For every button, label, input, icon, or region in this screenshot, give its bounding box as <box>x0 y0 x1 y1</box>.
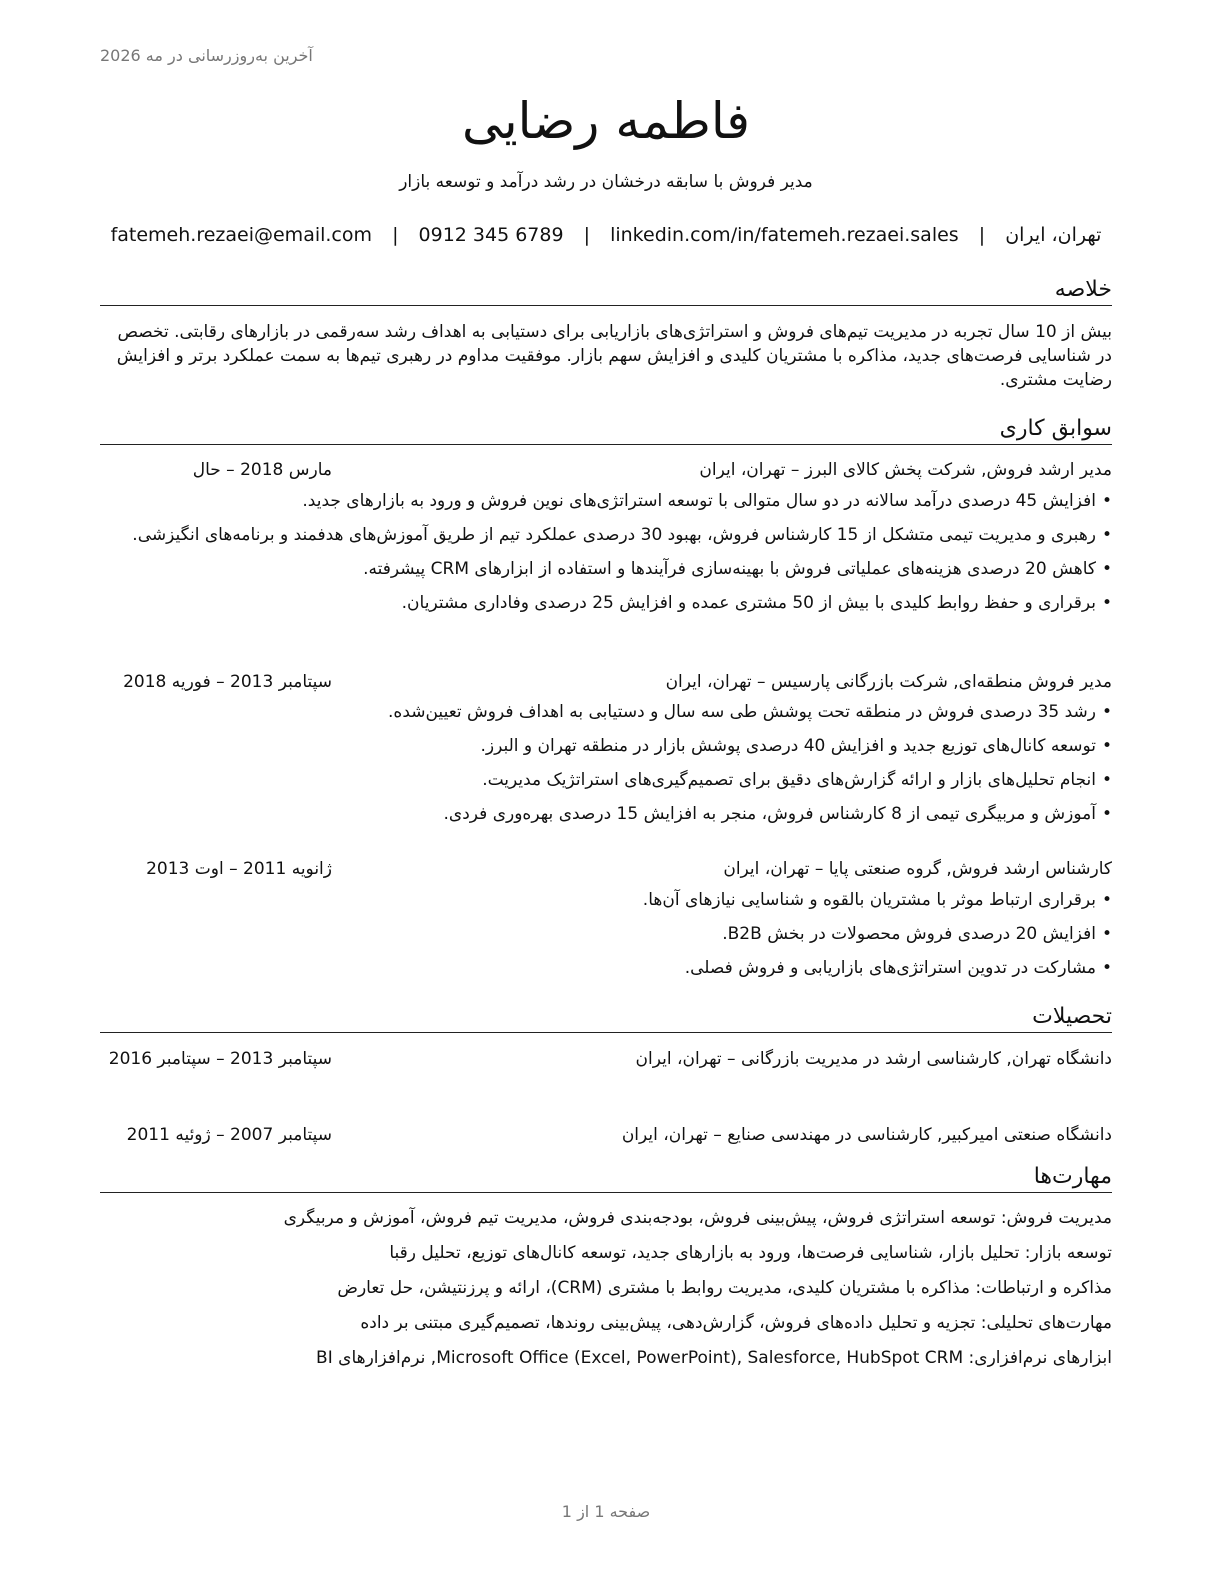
contact-linkedin[interactable]: linkedin.com/in/fatemeh.rezaei.sales <box>610 224 959 246</box>
job-bullets <box>100 700 1112 836</box>
section-title-experience: سوابق کاری <box>100 416 1112 445</box>
list-item: • رهبری و مدیریت تیمی متشکل از 15 کارشناس فروش، بهبود 30 درصدی عملکرد تیم از طریق آموزش‌های هدفمند و برنامه‌های انگیزشی. <box>100 523 1112 547</box>
contact-line <box>100 224 1112 246</box>
education-date: سپتامبر 2007 – ژوئیه 2011 <box>126 1125 332 1145</box>
skills-list <box>100 1206 1112 1381</box>
contact-phone[interactable]: 0912 345 6789 <box>418 224 564 246</box>
resume-page <box>100 0 1112 1584</box>
job-date: سپتامبر 2013 – فوریه 2018 <box>123 672 332 692</box>
list-item: • برقراری ارتباط موثر با مشتریان بالقوه و شناسایی نیازهای آن‌ها. <box>100 888 1112 912</box>
list-item: • آموزش و مربیگری تیمی از 8 کارشناس فروش، منجر به افزایش 15 درصدی بهره‌وری فردی. <box>100 802 1112 826</box>
list-item: • برقراری و حفظ روابط کلیدی با بیش از 50 مشتری عمده و افزایش 25 درصدی وفاداری مشتریان. <box>100 591 1112 615</box>
contact-separator: | <box>583 224 591 246</box>
candidate-name: فاطمه رضایی <box>462 92 750 150</box>
job-title: مدیر فروش منطقه‌ای, شرکت بازرگانی پارسیس – تهران، ایران <box>665 672 1112 692</box>
contact-location: تهران، ایران <box>1005 224 1102 246</box>
job-date: مارس 2018 – حال <box>192 460 332 480</box>
skill-line: مهارت‌های تحلیلی: تجزیه و تحلیل داده‌های فروش، گزارش‌دهی، پیش‌بینی روندها، تصمیم‌گیری مبتنی بر داده <box>360 1313 1112 1333</box>
job-date: ژانویه 2011 – اوت 2013 <box>146 859 332 879</box>
skill-line: ابزارهای نرم‌افزاری: Microsoft Office (Excel, PowerPoint), Salesforce, HubSpot CRM, نرم‌افزارهای BI <box>316 1348 1112 1368</box>
contact-separator: | <box>392 224 399 246</box>
tagline: مدیر فروش با سابقه درخشان در رشد درآمد و توسعه بازار <box>399 172 813 192</box>
summary-text: بیش از 10 سال تجربه در مدیریت تیم‌های فروش و استراتژی‌های بازاریابی برای دستیابی به اهداف رشد سه‌رقمی در بازارهای رقابتی. تخصص در شناسایی فرصت‌های جدید، مذاکره با مشتریان کلیدی و افزایش سهم بازار. موفقیت مداوم در رهبری تیم‌ها به سمت عملکرد برتر و افزایش رضایت مشتری. <box>116 322 1112 390</box>
skill-line: مدیریت فروش: توسعه استراتژی فروش، پیش‌بینی فروش، بودجه‌بندی فروش، مدیریت تیم فروش، آموزش و مربیگری <box>283 1208 1112 1228</box>
job-title: مدیر ارشد فروش, شرکت پخش کالای البرز – تهران، ایران <box>699 460 1112 480</box>
list-item: • مشارکت در تدوین استراتژی‌های بازاریابی و فروش فصلی. <box>100 956 1112 980</box>
job-title: کارشناس ارشد فروش, گروه صنعتی پایا – تهران، ایران <box>723 859 1112 879</box>
last-updated: آخرین به‌روزرسانی در مه 2026 <box>100 46 313 65</box>
section-title-education: تحصیلات <box>100 1004 1112 1033</box>
education-title: دانشگاه صنعتی امیرکبیر, کارشناسی در مهندسی صنایع – تهران، ایران <box>621 1125 1112 1145</box>
job-bullets <box>100 888 1112 990</box>
list-item: • رشد 35 درصدی فروش در منطقه تحت پوشش طی سه سال و دستیابی به اهداف فروش تعیین‌شده. <box>100 700 1112 724</box>
section-title-summary: خلاصه <box>100 277 1112 306</box>
job-bullets <box>100 489 1112 625</box>
skill-line: مذاکره و ارتباطات: مذاکره با مشتریان کلیدی، مدیریت روابط با مشتری (CRM)، ارائه و پرزنتیشن، حل تعارض <box>337 1278 1112 1298</box>
page-number: صفحه 1 از 1 <box>561 1502 651 1521</box>
skill-line: توسعه بازار: تحلیل بازار، شناسایی فرصت‌ها، ورود به بازارهای جدید، توسعه کانال‌های توزیع، تحلیل رقبا <box>389 1243 1112 1263</box>
education-date: سپتامبر 2013 – سپتامبر 2016 <box>108 1049 332 1069</box>
list-item: • افزایش 45 درصدی درآمد سالانه در دو سال متوالی با توسعه استراتژی‌های نوین فروش و ورود به بازارهای جدید. <box>100 489 1112 513</box>
contact-separator: | <box>978 224 986 246</box>
list-item: • توسعه کانال‌های توزیع جدید و افزایش 40 درصدی پوشش بازار در منطقه تهران و البرز. <box>100 734 1112 758</box>
list-item: • افزایش 20 درصدی فروش محصولات در بخش B2B. <box>100 922 1112 946</box>
contact-email[interactable]: fatemeh.rezaei@email.com <box>110 224 373 246</box>
list-item: • انجام تحلیل‌های بازار و ارائه گزارش‌های دقیق برای تصمیم‌گیری‌های استراتژیک مدیریت. <box>100 768 1112 792</box>
list-item: • کاهش 20 درصدی هزینه‌های عملیاتی فروش با بهینه‌سازی فرآیندها و استفاده از ابزارهای CRM پیشرفته. <box>100 557 1112 581</box>
section-title-skills: مهارت‌ها <box>100 1164 1112 1193</box>
education-title: دانشگاه تهران, کارشناسی ارشد در مدیریت بازرگانی – تهران، ایران <box>635 1049 1112 1069</box>
